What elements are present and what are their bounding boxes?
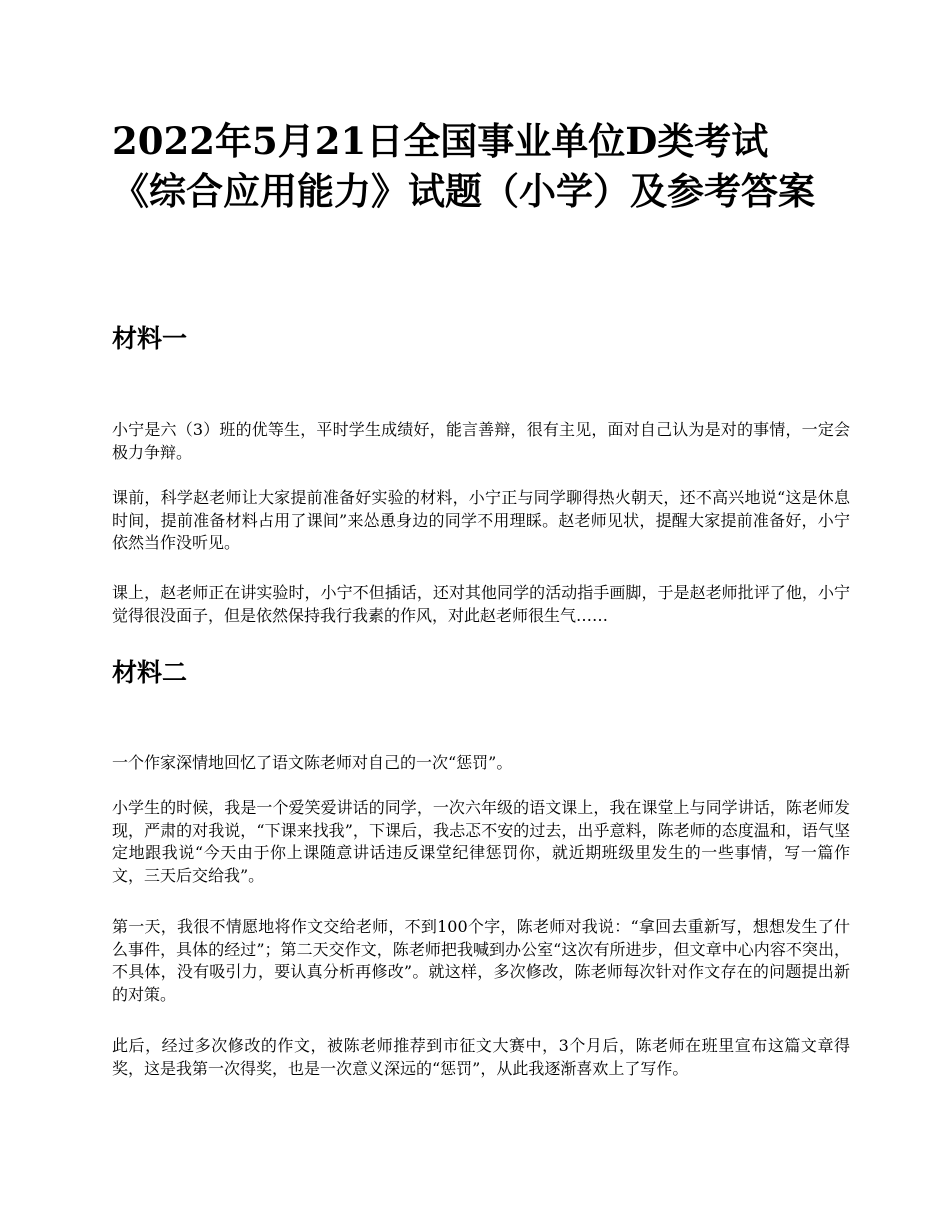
section2-paragraph-3: 第一天，我很不情愿地将作文交给老师，不到100个字，陈老师对我说：“拿回去重新写，想想发生了什么事件，具体的经过”；第二天交作文，陈老师把我喊到办公室“这次有所进步，但文章中心内容不突出，不具体，没有吸引力，要认真分析再修改”。就这样，多次修改，陈老师每次针对作文存在的问题提出新的对策。: [112, 917, 850, 1004]
section2-paragraph-4: 此后，经过多次修改的作文，被陈老师推荐到市征文大赛中，3个月后，陈老师在班里宣布这篇文章得奖，这是我第一次得奖，也是一次意义深远的“惩罚”，从此我逐渐喜欢上了写作。: [112, 1036, 850, 1078]
section-heading-material-1: 材料一: [112, 324, 188, 353]
document-title-line-1: 2022年5月21日全国事业单位D类考试: [112, 119, 769, 163]
section-heading-material-2: 材料二: [112, 658, 188, 687]
document-title: [112, 116, 912, 216]
section1-paragraph-3: 课上，赵老师正在讲实验时，小宁不但插话，还对其他同学的活动指手画脚，于是赵老师批评了他，小宁觉得很没面子，但是依然保持我行我素的作风，对此赵老师很生气……: [112, 583, 850, 625]
section2-paragraph-2: 小学生的时候，我是一个爱笑爱讲话的同学，一次六年级的语文课上，我在课堂上与同学讲话，陈老师发现，严肃的对我说，“下课来找我”，下课后，我忐忑不安的过去，出乎意料，陈老师的态度温和，语气坚定地跟我说“今天由于你上课随意讲话违反课堂纪律惩罚你，就近期班级里发生的一些事情，写一篇作文，三天后交给我”。: [112, 798, 850, 885]
section1-paragraph-2: 课前，科学赵老师让大家提前准备好实验的材料，小宁正与同学聊得热火朝天，还不高兴地说“这是休息时间，提前准备材料占用了课间”来怂恿身边的同学不用理睬。赵老师见状，提醒大家提前准备好，小宁依然当作没听见。: [112, 488, 850, 552]
section2-paragraph-1: 一个作家深情地回忆了语文陈老师对自己的一次“惩罚”。: [112, 753, 513, 772]
document-title-line-2: 《综合应用能力》试题（小学）及参考答案: [112, 169, 815, 213]
section1-paragraph-1: 小宁是六（3）班的优等生，平时学生成绩好，能言善辩，很有主见，面对自己认为是对的事情，一定会极力争辩。: [112, 420, 850, 462]
